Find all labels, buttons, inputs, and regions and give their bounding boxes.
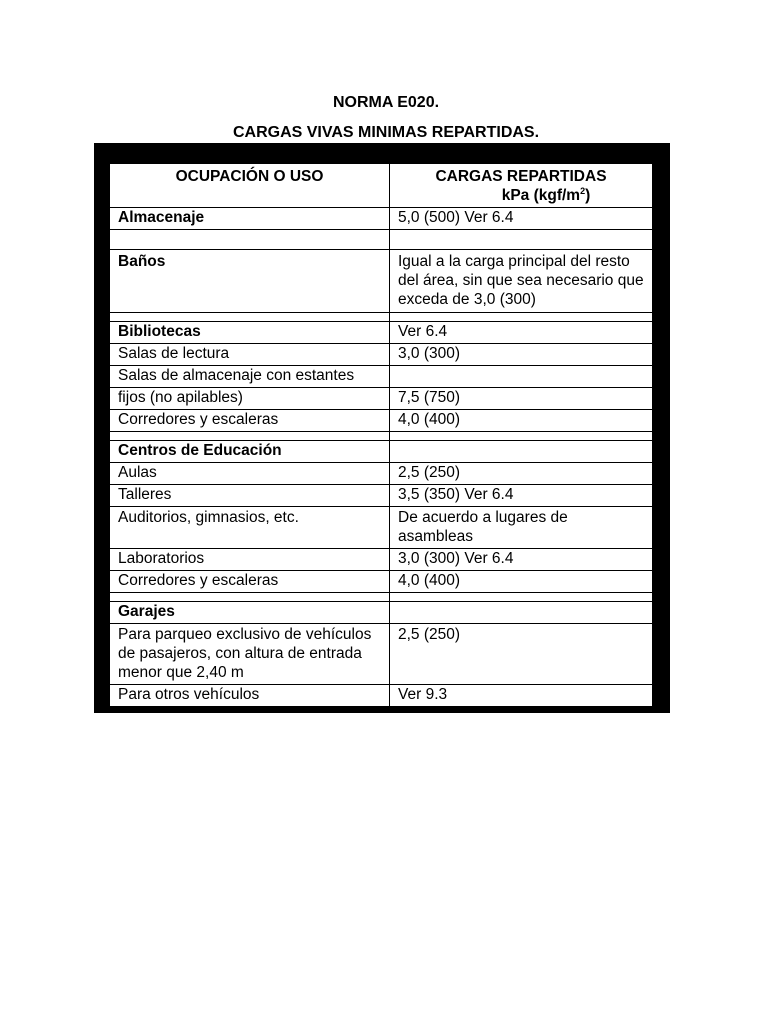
occupancy-cell: Garajes (110, 602, 390, 624)
table-row (110, 485, 653, 507)
load-cell (390, 432, 653, 441)
load-cell: 7,5 (750) (390, 388, 653, 410)
occupancy-cell: Para parqueo exclusivo de vehículos de pasajeros, con altura de entrada menor que 2,40 m (110, 624, 390, 685)
document-title: NORMA E020. (332, 94, 440, 111)
occupancy-cell (110, 230, 390, 250)
load-cell: Ver 9.3 (390, 685, 653, 707)
header-loads-units: kPa $(kgf/m^2)$ (501, 185, 591, 204)
load-cell: 4,0 (400) (390, 410, 653, 432)
load-cell: 3,0 (300) (390, 344, 653, 366)
table-row (110, 507, 653, 549)
load-cell: 4,0 (400) (390, 571, 653, 593)
table-row (110, 366, 653, 388)
occupancy-cell: Corredores y escaleras (110, 410, 390, 432)
table-row (110, 208, 653, 230)
load-cell (390, 441, 653, 463)
table-row (110, 593, 653, 602)
table-header-row (110, 164, 653, 208)
occupancy-cell: Baños (110, 250, 390, 313)
table-row (110, 432, 653, 441)
load-cell (390, 313, 653, 322)
load-cell: 3,5 (350) Ver 6.4 (390, 485, 653, 507)
occupancy-cell: Almacenaje (110, 208, 390, 230)
load-cell: Igual a la carga principal del resto del área, sin que sea necesario que exceda de 3,0 (300) (390, 250, 653, 313)
table-row (110, 322, 653, 344)
table-row (110, 230, 653, 250)
occupancy-cell: Para otros vehículos (110, 685, 390, 707)
document-subtitle: CARGAS VIVAS MINIMAS REPARTIDAS. (232, 124, 540, 141)
occupancy-cell: Corredores y escaleras (110, 571, 390, 593)
occupancy-cell (110, 313, 390, 322)
table-row (110, 344, 653, 366)
table-row (110, 624, 653, 685)
load-cell (390, 366, 653, 388)
occupancy-cell: Salas de lectura (110, 344, 390, 366)
table-row (110, 549, 653, 571)
table-row (110, 250, 653, 313)
occupancy-cell: Auditorios, gimnasios, etc. (110, 507, 390, 549)
table-row (110, 463, 653, 485)
live-loads-table (109, 163, 653, 707)
table-row (110, 410, 653, 432)
header-loads (390, 164, 653, 208)
occupancy-cell: Aulas (110, 463, 390, 485)
table-row (110, 602, 653, 624)
load-cell (390, 602, 653, 624)
occupancy-cell: fijos (no apilables) (110, 388, 390, 410)
occupancy-cell: Laboratorios (110, 549, 390, 571)
table-row (110, 313, 653, 322)
header-occupancy: OCUPACIÓN O USO (110, 164, 390, 208)
table-row (110, 388, 653, 410)
table-row (110, 441, 653, 463)
occupancy-cell (110, 432, 390, 441)
load-cell: 5,0 (500) Ver 6.4 (390, 208, 653, 230)
load-cell: 3,0 (300) Ver 6.4 (390, 549, 653, 571)
occupancy-cell: Talleres (110, 485, 390, 507)
occupancy-cell: Salas de almacenaje con estantes (110, 366, 390, 388)
load-cell: 2,5 (250) (390, 463, 653, 485)
load-cell: Ver 6.4 (390, 322, 653, 344)
occupancy-cell: Centros de Educación (110, 441, 390, 463)
table-row (110, 571, 653, 593)
occupancy-cell (110, 593, 390, 602)
load-cell: 2,5 (250) (390, 624, 653, 685)
table-row (110, 685, 653, 707)
load-cell (390, 230, 653, 250)
header-loads-line1: CARGAS REPARTIDAS (435, 168, 607, 185)
load-cell: De acuerdo a lugares de asambleas (390, 507, 653, 549)
load-cell (390, 593, 653, 602)
occupancy-cell: Bibliotecas (110, 322, 390, 344)
